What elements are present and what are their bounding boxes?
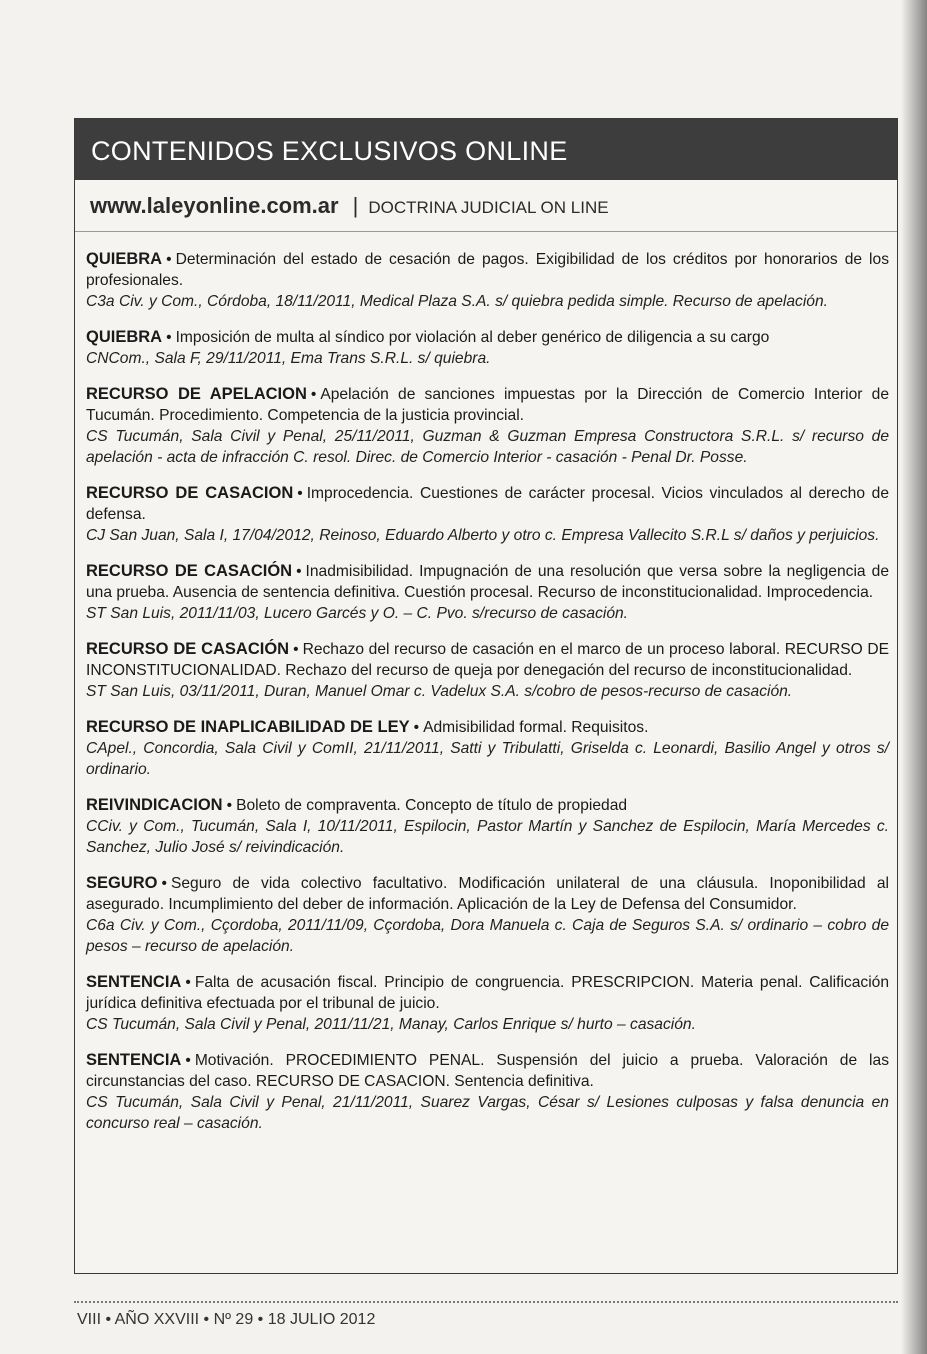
bullet-icon: • [296, 563, 302, 580]
bullet-icon: • [226, 797, 233, 814]
bullet-icon: • [293, 641, 299, 658]
entry-6 [86, 639, 889, 702]
entry-citation: C3a Civ. y Com., Córdoba, 18/11/2011, Medical Plaza S.A. s/ quiebra pedida simple. Recurso de apelación. [86, 293, 828, 310]
online-content-box [74, 118, 898, 1274]
entry-keyword: REIVINDICACION [86, 796, 223, 814]
bullet-icon: • [297, 485, 303, 502]
entry-4 [86, 483, 889, 546]
website-url[interactable]: www.laleyonline.com.ar [90, 193, 339, 218]
subheader [75, 180, 897, 232]
entry-text: Motivación. PROCEDIMIENTO PENAL. Suspensión del juicio a prueba. Valoración de las circunstancias del caso. RECURSO DE CASACION. Sentencia definitiva. [86, 1052, 889, 1090]
entry-keyword: SEGURO [86, 874, 158, 892]
bullet-icon: • [161, 875, 167, 892]
entry-citation: CS Tucumán, Sala Civil y Penal, 2011/11/21, Manay, Carlos Enrique s/ hurto – casación. [86, 1016, 696, 1033]
entry-1 [86, 249, 889, 312]
entry-citation: C6a Civ. y Com., Cçordoba, 2011/11/09, Cçordoba, Dora Manuela c. Caja de Seguros S.A. s/ ordinario – cobro de pesos – recurso de apelación. [86, 917, 889, 955]
entry-8 [86, 795, 889, 858]
entry-text: Admisibilidad formal. Requisitos. [423, 719, 649, 736]
page-footer: VIII • AÑO XXVIII • Nº 29 • 18 JULIO 2012 [77, 1311, 376, 1328]
entry-text: Inadmisibilidad. Impugnación de una resolución que versa sobre la negligencia de una prueba. Ausencia de sentencia definitiva. Cuestión procesal. Recurso de inconstitucionalidad. Improcedencia. [86, 563, 889, 601]
bullet-icon: • [166, 329, 172, 346]
entry-text: Imposición de multa al síndico por violación al deber genérico de diligencia a su cargo [175, 329, 770, 346]
bullet-icon: • [185, 1052, 191, 1069]
bullet-icon: • [185, 974, 191, 991]
entry-keyword: QUIEBRA [86, 328, 163, 346]
entry-11 [86, 1050, 889, 1134]
entry-keyword: QUIEBRA [86, 250, 163, 268]
subheader-separator: | [352, 193, 359, 218]
entry-keyword: SENTENCIA [86, 1051, 182, 1069]
footer-dotted-rule [74, 1301, 898, 1303]
banner-title: CONTENIDOS EXCLUSIVOS ONLINE [91, 136, 568, 166]
entry-2 [86, 327, 889, 369]
entry-citation: CS Tucumán, Sala Civil y Penal, 25/11/2011, Guzman & Guzman Empresa Constructora S.R.L. s/ recurso de apelación - acta de infracción C. resol. Direc. de Comercio Interior - casación - Penal Dr. Posse. [86, 428, 889, 466]
entry-5 [86, 561, 889, 624]
entry-citation: CCiv. y Com., Tucumán, Sala I, 10/11/2011, Espilocin, Pastor Martín y Sanchez de Espilocin, María Mercedes c. Sanchez, Julio José s/ reivindicación. [86, 818, 889, 856]
entry-text: Boleto de compraventa. Concepto de título de propiedad [236, 797, 628, 814]
subheader-subtitle: DOCTRINA JUDICIAL ON LINE [368, 198, 609, 217]
entries-list [75, 232, 897, 1134]
banner [75, 119, 897, 180]
bullet-icon: • [413, 719, 420, 736]
entry-keyword: RECURSO DE CASACIÓN [86, 562, 293, 580]
page-edge-shadow [901, 0, 927, 1354]
entry-citation: CS Tucumán, Sala Civil y Penal, 21/11/2011, Suarez Vargas, César s/ Lesiones culposas y falsa denuncia en concurso real – casación. [86, 1094, 889, 1132]
entry-9 [86, 873, 889, 957]
bullet-icon: • [166, 251, 172, 268]
entry-text: Falta de acusación fiscal. Principio de congruencia. PRESCRIPCION. Materia penal. Calificación jurídica definitiva efectuada por el tribunal de juicio. [86, 974, 889, 1012]
entry-citation: ST San Luis, 03/11/2011, Duran, Manuel Omar c. Vadelux S.A. s/cobro de pesos-recurso de casación. [86, 683, 793, 700]
entry-keyword: SENTENCIA [86, 973, 182, 991]
entry-citation: CApel., Concordia, Sala Civil y ComII, 21/11/2011, Satti y Tribulatti, Griselda c. Leonardi, Basilio Angel y otros s/ ordinario. [86, 740, 889, 778]
entry-3 [86, 384, 889, 468]
entry-citation: CJ San Juan, Sala I, 17/04/2012, Reinoso, Eduardo Alberto y otro c. Empresa Vallecito S.R.L s/ daños y perjuicios. [86, 527, 880, 544]
entry-citation: ST San Luis, 2011/11/03, Lucero Garcés y O. – C. Pvo. s/recurso de casación. [86, 605, 629, 622]
entry-text: Apelación de sanciones impuestas por la Dirección de Comercio Interior de Tucumán. Procedimiento. Competencia de la justicia provincial. [86, 386, 889, 424]
entry-citation: CNCom., Sala F, 29/11/2011, Ema Trans S.R.L. s/ quiebra. [86, 350, 491, 367]
entry-text: Improcedencia. Cuestiones de carácter procesal. Vicios vinculados al derecho de defensa. [86, 485, 889, 523]
entry-keyword: RECURSO DE INAPLICABILIDAD DE LEY [86, 718, 410, 736]
entry-text: Determinación del estado de cesación de pagos. Exigibilidad de los créditos por honorarios de los profesionales. [86, 251, 889, 289]
entry-keyword: RECURSO DE CASACIÓN [86, 640, 290, 658]
entry-keyword: RECURSO DE CASACION [86, 484, 294, 502]
entry-10 [86, 972, 889, 1035]
entry-text: Seguro de vida colectivo facultativo. Modificación unilateral de una cláusula. Inoponibilidad al asegurado. Incumplimiento del deber de información. Aplicación de la Ley de Defensa del Consumidor. [86, 875, 889, 913]
entry-keyword: RECURSO DE APELACION [86, 385, 307, 403]
entry-7 [86, 717, 889, 780]
bullet-icon: • [310, 386, 317, 403]
entry-text: Rechazo del recurso de casación en el marco de un proceso laboral. RECURSO DE INCONSTITUCIONALIDAD. Rechazo del recurso de queja por denegación del recurso de inconstitucionalidad. [86, 641, 889, 679]
